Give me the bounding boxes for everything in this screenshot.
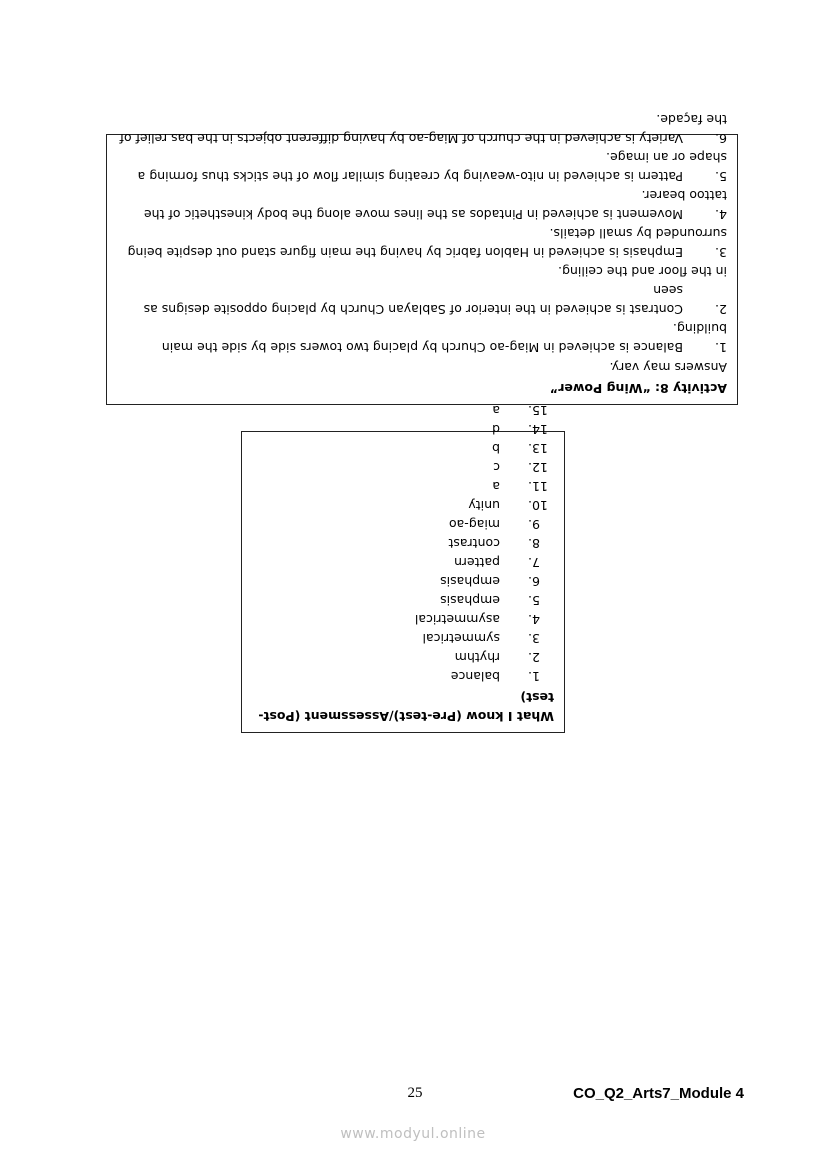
answer-row xyxy=(252,477,554,496)
activity-item xyxy=(117,319,727,357)
answer-number: 11. xyxy=(528,479,548,494)
activity-item-text xyxy=(117,319,727,357)
answer-number: 2. xyxy=(528,650,540,665)
answer-value: a xyxy=(492,479,500,494)
activity-item-text xyxy=(117,148,727,186)
activity-item xyxy=(117,224,727,262)
answer-row xyxy=(252,648,554,667)
activity-item-line-1: Variety is achieved in the church of Miag-ao by having different objects in the bas relief of xyxy=(119,131,683,146)
answer-value: rhythm xyxy=(454,650,500,665)
activity-item-text xyxy=(117,110,727,148)
answer-row xyxy=(252,572,554,591)
answer-value: asymmetrical xyxy=(414,612,500,627)
activity-item-line-2: tattoo bearer. xyxy=(641,188,727,203)
activity-item xyxy=(117,148,727,186)
activity-item-number: 5. xyxy=(715,169,727,184)
answer-row xyxy=(252,496,554,515)
answer-number: 10. xyxy=(528,498,548,513)
activity-item-text xyxy=(117,186,727,224)
answer-number: 4. xyxy=(528,612,540,627)
activity-item xyxy=(117,186,727,224)
answer-row xyxy=(252,667,554,686)
answer-number: 5. xyxy=(528,593,540,608)
answer-value: emphasis xyxy=(440,593,500,608)
activity-item-line-1: Movement is achieved in Pintados as the lines move along the body kinesthetic of the xyxy=(143,207,683,222)
activity-item-line-2: shape or an image. xyxy=(606,150,727,165)
answer-value: pattern xyxy=(454,555,500,570)
answer-value: c xyxy=(493,460,500,475)
answer-row xyxy=(252,534,554,553)
answer-value: contrast xyxy=(448,536,500,551)
answer-number: 14. xyxy=(528,422,548,437)
answer-value: miag-ao xyxy=(448,517,500,532)
answer-number: 6. xyxy=(528,574,540,589)
activity-item-line-1: Balance is achieved in Miag-ao Church by placing two towers side by side the main xyxy=(161,340,683,355)
activity-item-line-2: in the floor and the ceiling. xyxy=(558,264,727,279)
answer-row xyxy=(252,439,554,458)
answer-key-title: What I know (Pre-test)/Assessment (Post-test) xyxy=(258,690,554,724)
activity-item-number: 6. xyxy=(715,131,727,146)
answer-row xyxy=(252,610,554,629)
activity-item-number: 3. xyxy=(715,245,727,260)
activity-item xyxy=(117,262,727,319)
answer-number: 13. xyxy=(528,441,548,456)
answer-number: 1. xyxy=(528,669,540,684)
activity-item-text xyxy=(117,224,727,262)
activity-item-text xyxy=(117,262,727,319)
activity-item-number: 4. xyxy=(715,207,727,222)
activity-item xyxy=(117,110,727,148)
answer-row xyxy=(252,553,554,572)
answer-value: b xyxy=(492,441,500,456)
activity-item-line-1: Pattern is achieved in nito-weaving by creating similar flow of the sticks thus forming a xyxy=(137,169,683,184)
activity-item-line-1: Emphasis is achieved in Hablon fabric by having the main figure stand out despite being xyxy=(127,245,683,260)
answer-row xyxy=(252,420,554,439)
activity-item-line-2: surrounded by small details. xyxy=(549,226,727,241)
watermark: www.modyul.online xyxy=(340,1126,486,1142)
activity-8-box xyxy=(106,112,738,405)
activity-8-list xyxy=(117,110,727,357)
answer-row xyxy=(252,629,554,648)
answer-row xyxy=(252,591,554,610)
activity-item-line-2: the façade. xyxy=(656,112,727,127)
answer-number: 12. xyxy=(528,460,548,475)
answer-value: symmetrical xyxy=(422,631,500,646)
answer-number: 8. xyxy=(528,536,540,551)
answer-number: 15. xyxy=(528,403,548,418)
activity-8-title: Activity 8: “Wing Power” xyxy=(549,381,727,396)
answer-key-box xyxy=(241,403,565,733)
activity-item-line-1: Contrast is achieved in the interior of Sablayan Church by placing opposite designs as seen xyxy=(143,283,683,317)
answer-key-list xyxy=(252,401,554,686)
answer-row xyxy=(252,515,554,534)
answer-number: 7. xyxy=(528,555,540,570)
answer-value: d xyxy=(492,422,500,437)
answer-value: unity xyxy=(468,498,500,513)
activity-8-intro: Answers may vary. xyxy=(609,360,727,375)
answer-number: 3. xyxy=(528,631,540,646)
activity-item-number: 2. xyxy=(715,302,727,317)
answer-value: balance xyxy=(450,669,500,684)
answer-value: a xyxy=(492,403,500,418)
answer-row xyxy=(252,458,554,477)
module-code: CO_Q2_Arts7_Module 4 xyxy=(573,1085,744,1102)
activity-item-line-2: building. xyxy=(672,321,727,336)
activity-item-number: 1. xyxy=(715,340,727,355)
page-number: 25 xyxy=(407,1085,423,1101)
answer-number: 9. xyxy=(528,517,540,532)
answer-value: emphasis xyxy=(440,574,500,589)
